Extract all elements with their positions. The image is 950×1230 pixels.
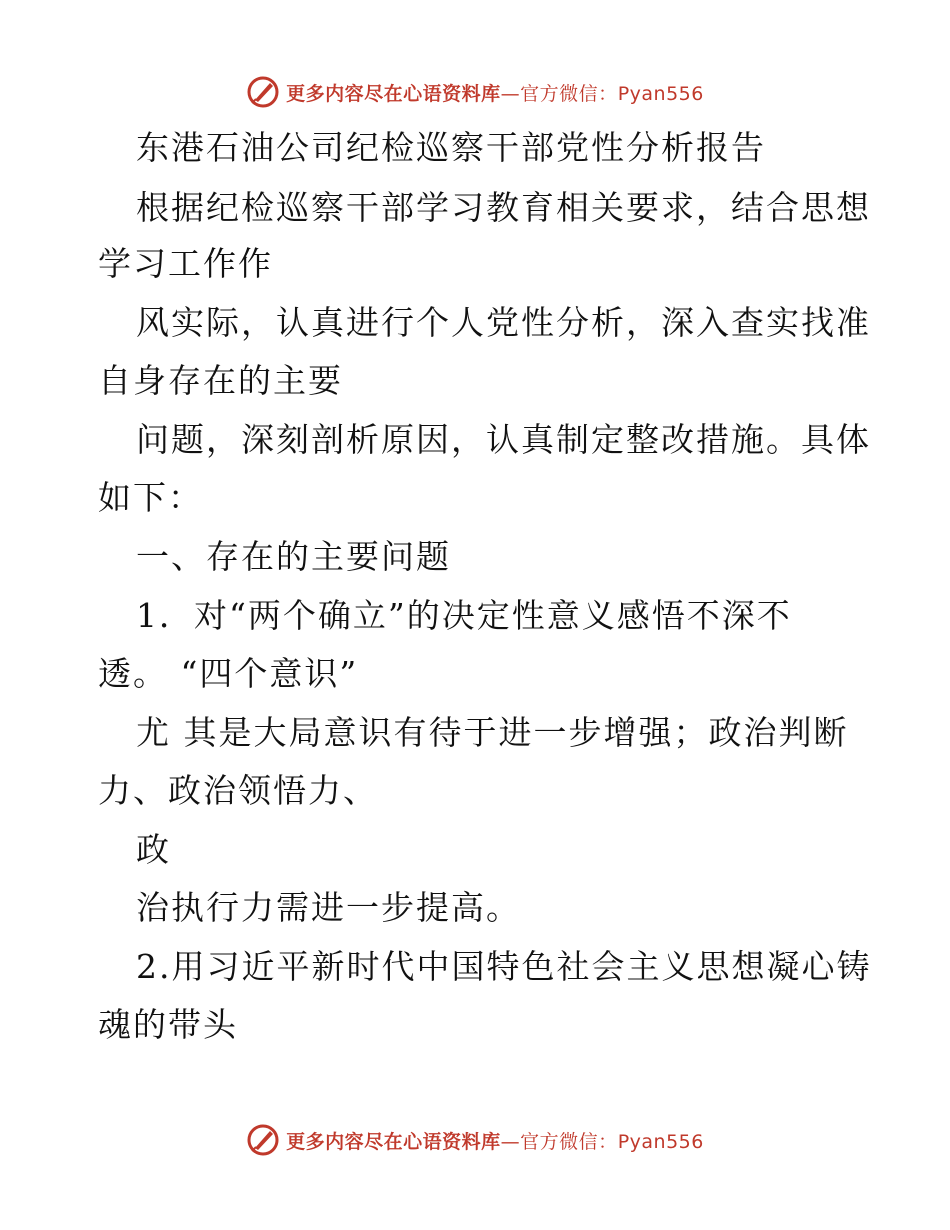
watermark-site-name: 更多内容尽在心语资料库 xyxy=(286,1130,501,1153)
watermark-contact-label: 官方微信： xyxy=(520,1130,618,1153)
paragraph-line: 问题，深刻剖析原因，认真制定整改措施。具体 xyxy=(136,420,871,459)
paragraph-line: 风实际，认真进行个人党性分析，深入查实找准 xyxy=(136,303,871,342)
watermark-site-name: 更多内容尽在心语资料库 xyxy=(286,82,501,105)
watermark-separator: — xyxy=(500,1130,521,1153)
paragraph-line: 2.用习近平新时代中国特色社会主义思想凝心铸 xyxy=(136,947,872,986)
paragraph-line: 力、政治领悟力、 xyxy=(98,771,378,810)
paragraph-line: 治执行力需进一步提高。 xyxy=(136,888,521,927)
paragraph-line: 魂的带头 xyxy=(98,1005,238,1044)
paragraph-line: 学习工作作 xyxy=(98,244,273,283)
paragraph-line: 根据纪检巡察干部学习教育相关要求，结合思想 xyxy=(136,188,871,227)
watermark-banner-top xyxy=(0,72,950,112)
paragraph-line: 自身存在的主要 xyxy=(98,361,343,400)
document-title: 东港石油公司纪检巡察干部党性分析报告 xyxy=(136,128,766,167)
watermark-contact-id: Pyan556 xyxy=(617,82,704,105)
paragraph-line: 如下： xyxy=(98,478,203,517)
paragraph-line: 尤 其是大局意识有待于进一步增强；政治判断 xyxy=(136,713,849,752)
watermark-contact-label: 官方微信： xyxy=(520,82,618,105)
watermark-text xyxy=(286,1127,704,1154)
watermark-text xyxy=(286,79,704,106)
watermark-banner-bottom xyxy=(0,1120,950,1160)
paragraph-line: 透。 “四个意识” xyxy=(98,654,359,693)
quill-pen-logo-icon xyxy=(246,1123,280,1157)
paragraph-line: 政 xyxy=(136,830,171,869)
watermark-contact-id: Pyan556 xyxy=(617,1130,704,1153)
section-heading: 一、存在的主要问题 xyxy=(136,537,451,576)
paragraph-line: 1．对“两个确立”的决定性意义感悟不深不 xyxy=(136,596,792,635)
watermark-separator: — xyxy=(500,82,521,105)
quill-pen-logo-icon xyxy=(246,75,280,109)
